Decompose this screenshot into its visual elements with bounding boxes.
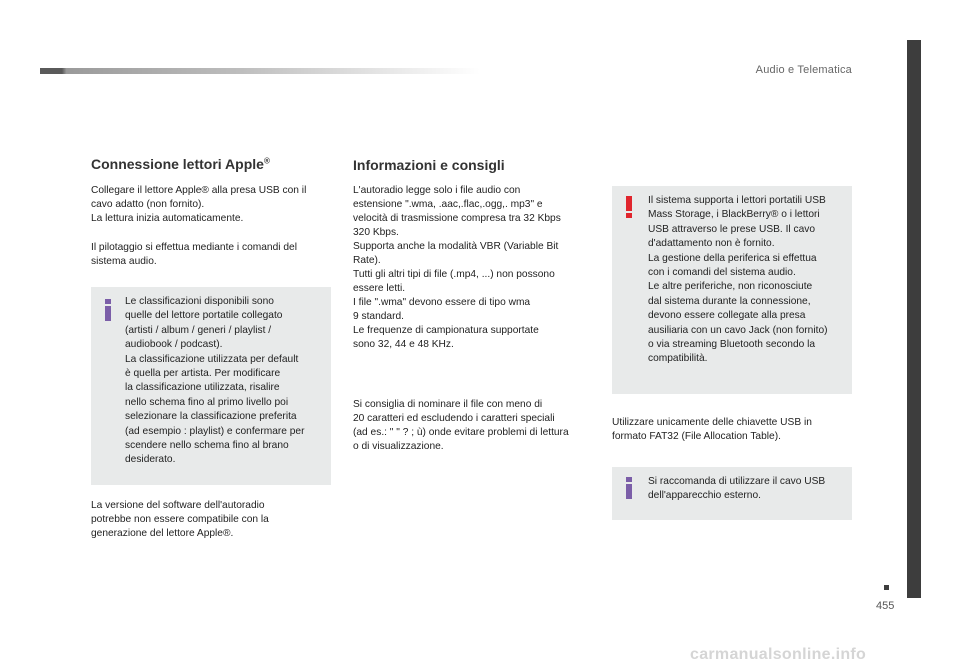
header-rule: [40, 68, 480, 74]
usb-warning-box: [612, 186, 852, 394]
page-sidebar-band: [907, 40, 921, 598]
audio-formats-text: L'autoradio legge solo i file audio con estensione ".wma, .aac,.flac,.ogg,. mp3" e velocità di trasmissione compresa tra 32 Kbps 320 Kbps. Supporta anche la modalità VBR (Variable Bit Rate). Tutti gli altri tipi di file (.mp4, ...) non possono essere letti. I file ".wma" devono essere di tipo wma 9 standard. Le frequenze di campionatura supportate sono 32, 44 e 48 KHz.: [353, 185, 561, 350]
usb-cable-info-text: Si raccomanda di utilizzare il cavo USB dell'apparecchio esterno.: [648, 476, 826, 502]
info-icon: [626, 477, 632, 499]
apple-info-box: [91, 287, 331, 485]
fat32-text: Utilizzare unicamente delle chiavette USB in formato FAT32 (File Allocation Table).: [612, 417, 812, 442]
info-advice-title: Informazioni e consigli: [353, 157, 505, 173]
apple-version-note: La versione del software dell'autoradio potrebbe non essere compatibile con la generazione del lettore Apple®.: [91, 500, 269, 539]
registered-mark: ®: [263, 156, 270, 166]
apple-info-text: Le classificazioni disponibili sono quelle del lettore portatile collegato (artisti / album / generi / playlist / audiobook / podcast). La classificazione utilizzata per default è quella per artista. Per modificare la classificazione utilizzata, risalire nello schema fino al primo livello poi selezionare la classificazione preferita (ad esempio : playlist) e confermare per scendere nello schema fino al brano desiderato.: [125, 296, 305, 466]
filename-advice-text: Si consiglia di nominare il file con meno di 20 caratteri ed escludendo i caratteri speciali (ad es.: " " ? ; ù) onde evitare problemi di lettura o di visualizzazione.: [353, 399, 569, 452]
page-number: 455: [876, 600, 895, 612]
section-title: Audio e Telematica: [755, 64, 852, 76]
usb-cable-info-box: [612, 467, 852, 520]
watermark: carmanualsonline.info: [690, 646, 867, 663]
usb-warning-text: Il sistema supporta i lettori portatili USB Mass Storage, i BlackBerry® o i lettori USB attraverso le prese USB. Il cavo d'adattamento non è fornito. La gestione della periferica si effettua con i comandi del sistema audio. Le altre periferiche, non riconosciute dal sistema durante la connessione, devono essere collegate alla presa ausiliaria con un cavo Jack (non fornito) o via streaming Bluetooth secondo la compatibilità.: [648, 195, 828, 365]
apple-connection-intro: Collegare il lettore Apple® alla presa USB con il cavo adatto (non fornito). La lettura inizia automaticamente.: [91, 185, 307, 224]
page-marker: [884, 585, 889, 590]
info-icon: [105, 299, 111, 321]
title-text: Connessione lettori Apple: [91, 156, 264, 172]
apple-connection-title: [91, 156, 331, 172]
left-column: [91, 156, 331, 172]
warning-icon: [626, 196, 632, 218]
apple-control-text: Il pilotaggio si effettua mediante i comandi del sistema audio.: [91, 242, 297, 267]
